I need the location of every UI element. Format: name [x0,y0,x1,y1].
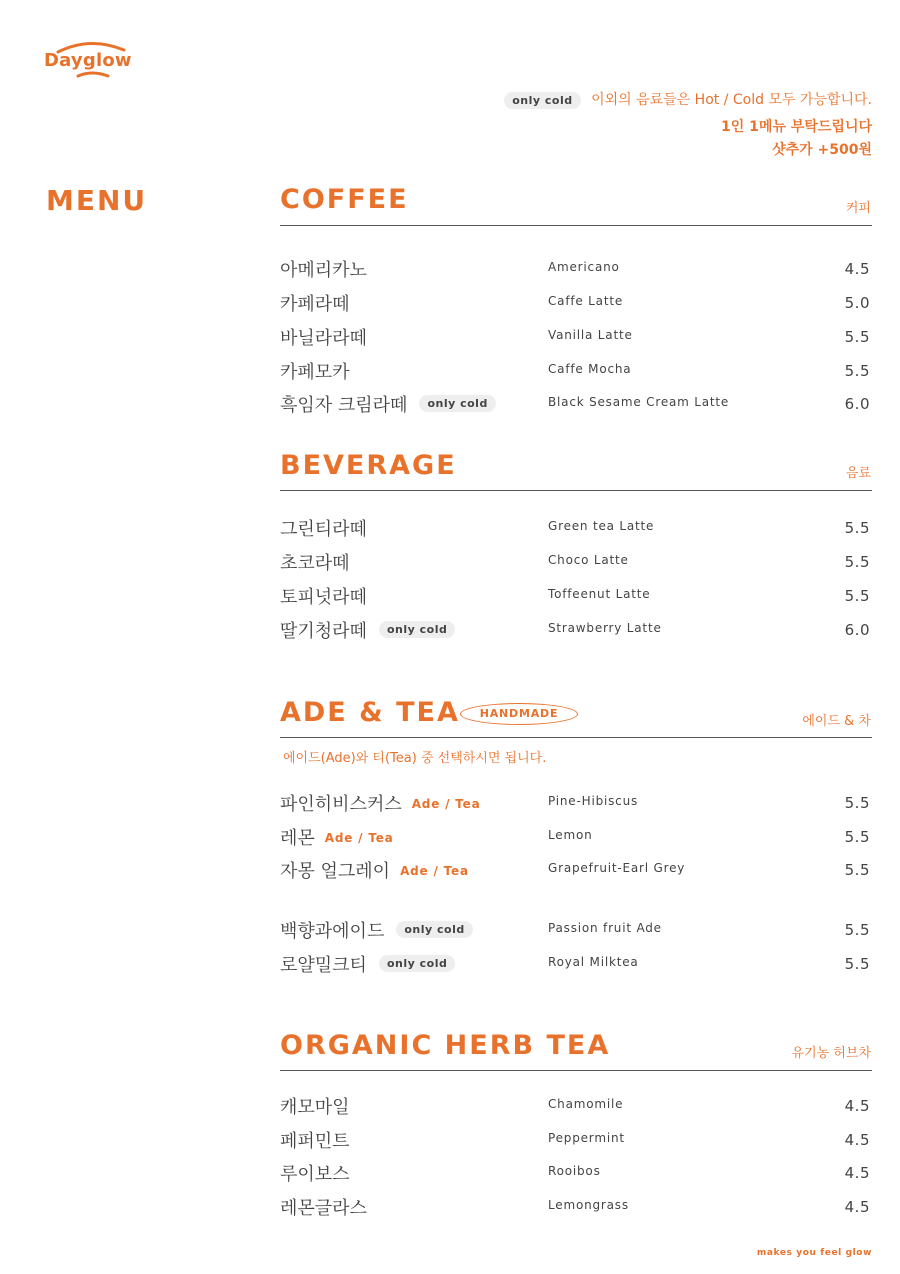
menu-item-rooibos [280,1160,872,1190]
item-price: 5.0 [844,294,870,312]
only-cold-badge: only cold [379,955,455,972]
menu-item-lemongrass [280,1194,872,1224]
shot-price-note: 샷추가 +500원 [772,142,872,158]
item-kr-name: 백향과에이드 [280,921,385,942]
item-kr-name: 레몬 [280,828,315,849]
item-en-name: Passion fruit Ade [548,921,662,935]
menu-heading: MENU [46,184,148,217]
item-price: 5.5 [844,519,870,537]
ade-tea-option: Ade / Tea [400,864,469,878]
item-en-name: Peppermint [548,1131,625,1145]
ade-tea-choice-note: 에이드(Ade)와 티(Tea) 중 선택하시면 됩니다. [283,751,547,766]
menu-item-grapefruit-earl-grey [280,857,872,887]
item-kr-name: 루이보스 [280,1164,350,1185]
menu-item-royal-milktea [280,951,872,981]
brand-name: Dayglow [44,50,132,71]
menu-item-strawberry-latte [280,617,872,647]
item-en-name: Choco Latte [548,553,629,567]
menu-item-peppermint [280,1127,872,1157]
ade-tea-title: ADE & TEA [280,697,460,728]
only-cold-badge: only cold [419,395,495,412]
item-price: 5.5 [844,328,870,346]
item-en-name: Caffe Mocha [548,362,632,376]
one-menu-rule: 1인 1메뉴 부탁드립니다 [721,119,872,135]
item-price: 4.5 [844,1097,870,1115]
item-kr-name: 카페모카 [280,362,350,383]
menu-item-black-sesame [280,391,872,421]
item-en-name: Lemongrass [548,1198,629,1212]
header-note [504,89,872,109]
beverage-kr-title: 음료 [845,466,871,481]
item-price: 5.5 [844,828,870,846]
item-kr-name: 자몽 얼그레이 [280,861,391,882]
item-en-name: Toffeenut Latte [548,587,651,601]
menu-item-green-tea-latte [280,515,872,545]
handmade-badge: HANDMADE [460,703,578,725]
item-en-name: Green tea Latte [548,519,655,533]
item-en-name: Royal Milktea [548,955,639,969]
herb-tea-divider [280,1070,872,1071]
item-kr-name: 카페라떼 [280,294,350,315]
menu-item-choco-latte [280,549,872,579]
item-en-name: Rooibos [548,1164,601,1178]
item-kr-name: 초코라떼 [280,553,350,574]
menu-item-pine-hibiscus [280,790,872,820]
menu-item-caffe-mocha [280,358,872,388]
item-price: 4.5 [844,1131,870,1149]
item-kr-name: 토피넛라떼 [280,587,367,608]
item-en-name: Lemon [548,828,593,842]
menu-item-vanilla-latte [280,324,872,354]
item-en-name: Black Sesame Cream Latte [548,395,730,409]
item-kr-name: 로얄밀크티 [280,955,367,976]
coffee-title: COFFEE [280,184,409,215]
item-kr-name: 아메리카노 [280,260,367,281]
ade-tea-option: Ade / Tea [411,797,481,811]
item-price: 5.5 [844,362,870,380]
item-kr-name: 캐모마일 [280,1097,350,1118]
only-cold-badge: only cold [504,92,580,109]
ade-tea-option: Ade / Tea [324,831,394,845]
hot-cold-note: 이외의 음료들은 Hot / Cold 모두 가능합니다. [591,92,872,108]
item-en-name: Chamomile [548,1097,624,1111]
coffee-kr-title: 커피 [845,201,871,216]
item-en-name: Caffe Latte [548,294,624,308]
item-kr-name: 바닐라라떼 [280,328,367,349]
item-kr-name: 그린티라떼 [280,519,367,540]
menu-item-chamomile [280,1093,872,1123]
item-price: 4.5 [844,1198,870,1216]
only-cold-badge: only cold [379,621,455,638]
item-price: 5.5 [844,794,870,812]
item-price: 5.5 [844,553,870,571]
brand-logo [44,38,144,88]
item-kr-name: 레몬글라스 [280,1198,367,1219]
item-price: 5.5 [844,587,870,605]
item-price: 5.5 [844,861,870,879]
item-kr-name: 파인히비스커스 [280,794,402,815]
coffee-divider [280,225,872,226]
herb-tea-kr-title: 유기농 허브차 [791,1046,871,1061]
item-en-name: Pine-Hibiscus [548,794,639,808]
item-price: 5.5 [844,955,870,973]
menu-item-toffeenut-latte [280,583,872,613]
item-price: 6.0 [844,395,870,413]
menu-item-lemon [280,824,872,854]
only-cold-badge: only cold [396,921,472,938]
item-en-name: Americano [548,260,620,274]
item-kr-name: 흑임자 크림라떼 [280,395,408,416]
item-kr-name: 딸기청라떼 [280,621,367,642]
brand-tagline: makes you feel glow [756,1248,872,1258]
item-price: 6.0 [844,621,870,639]
herb-tea-title: ORGANIC HERB TEA [280,1030,611,1061]
menu-item-americano [280,256,872,286]
item-kr-name: 페퍼민트 [280,1131,350,1152]
ade-tea-divider [280,737,872,738]
item-en-name: Vanilla Latte [548,328,633,342]
beverage-divider [280,490,872,491]
item-en-name: Strawberry Latte [548,621,662,635]
ade-tea-kr-title: 에이드 & 차 [802,714,871,729]
beverage-title: BEVERAGE [280,450,457,481]
item-price: 4.5 [844,1164,870,1182]
menu-item-passion-fruit-ade [280,917,872,947]
item-price: 5.5 [844,921,870,939]
item-en-name: Grapefruit-Earl Grey [548,861,686,875]
menu-item-caffe-latte [280,290,872,320]
item-price: 4.5 [844,260,870,278]
